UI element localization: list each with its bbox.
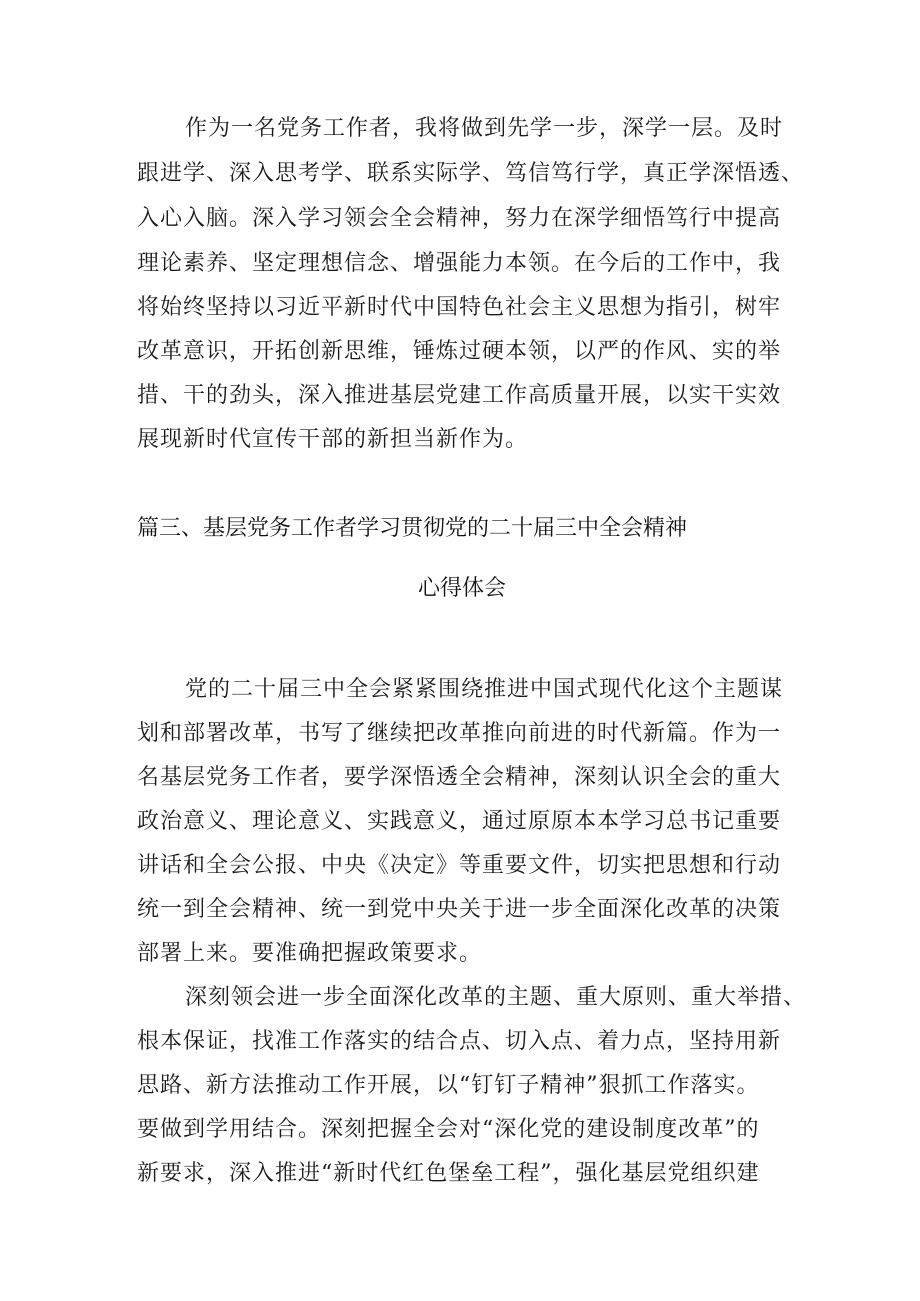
section-subtitle: 心得体会 xyxy=(418,576,507,601)
paragraph-line: 部署上来。要准确把握政策要求。 xyxy=(137,941,483,966)
paragraph-line: 入心入脑。深入学习领会全会精神，努力在深学细悟笃行中提高 xyxy=(137,206,782,231)
paragraph-line: 新要求，深入推进“新时代红色堡垒工程”，强化基层党组织建 xyxy=(137,1161,760,1186)
paragraph-line: 展现新时代宣传干部的新担当新作为。 xyxy=(137,427,529,452)
paragraph-line: 改革意识，开拓创新思维，锤炼过硬本领，以严的作风、实的举 xyxy=(137,339,782,364)
paragraph-line: 深刻领会进一步全面深化改革的主题、重大原则、重大举措、 xyxy=(185,985,807,1010)
paragraph-line: 讲话和全会公报、中央《决定》等重要文件，切实把思想和行动 xyxy=(137,853,782,878)
paragraph-line: 要做到学用结合。深刻把握全会对“深化党的建设制度改革”的 xyxy=(137,1117,760,1142)
section-title: 篇三、基层党务工作者学习贯彻党的二十届三中全会精神 xyxy=(137,516,688,541)
paragraph-line: 划和部署改革，书写了继续把改革推向前进的时代新篇。作为一 xyxy=(137,721,782,746)
paragraph-line: 将始终坚持以习近平新时代中国特色社会主义思想为指引，树牢 xyxy=(137,295,782,320)
paragraph-line: 跟进学、深入思考学、联系实际学、笃信笃行学，真正学深悟透、 xyxy=(137,161,805,186)
paragraph-line: 根本保证，找准工作落实的结合点、切入点、着力点，坚持用新 xyxy=(137,1029,782,1054)
paragraph-line: 党的二十届三中全会紧紧围绕推进中国式现代化这个主题谋 xyxy=(185,677,784,702)
paragraph-line: 思路、新方法推动工作开展，以“钉钉子精神”狠抓工作落实。 xyxy=(137,1073,760,1098)
paragraph-line: 统一到全会精神、统一到党中央关于进一步全面深化改革的决策 xyxy=(137,897,782,922)
paragraph-line: 措、干的劲头，深入推进基层党建工作高质量开展，以实干实效 xyxy=(137,383,782,408)
paragraph-line: 理论素养、坚定理想信念、增强能力本领。在今后的工作中，我 xyxy=(137,251,782,276)
paragraph-line: 作为一名党务工作者，我将做到先学一步，深学一层。及时 xyxy=(185,116,784,141)
paragraph-line: 政治意义、理论意义、实践意义，通过原原本本学习总书记重要 xyxy=(137,809,782,834)
paragraph-line: 名基层党务工作者，要学深悟透全会精神，深刻认识全会的重大 xyxy=(137,765,782,790)
